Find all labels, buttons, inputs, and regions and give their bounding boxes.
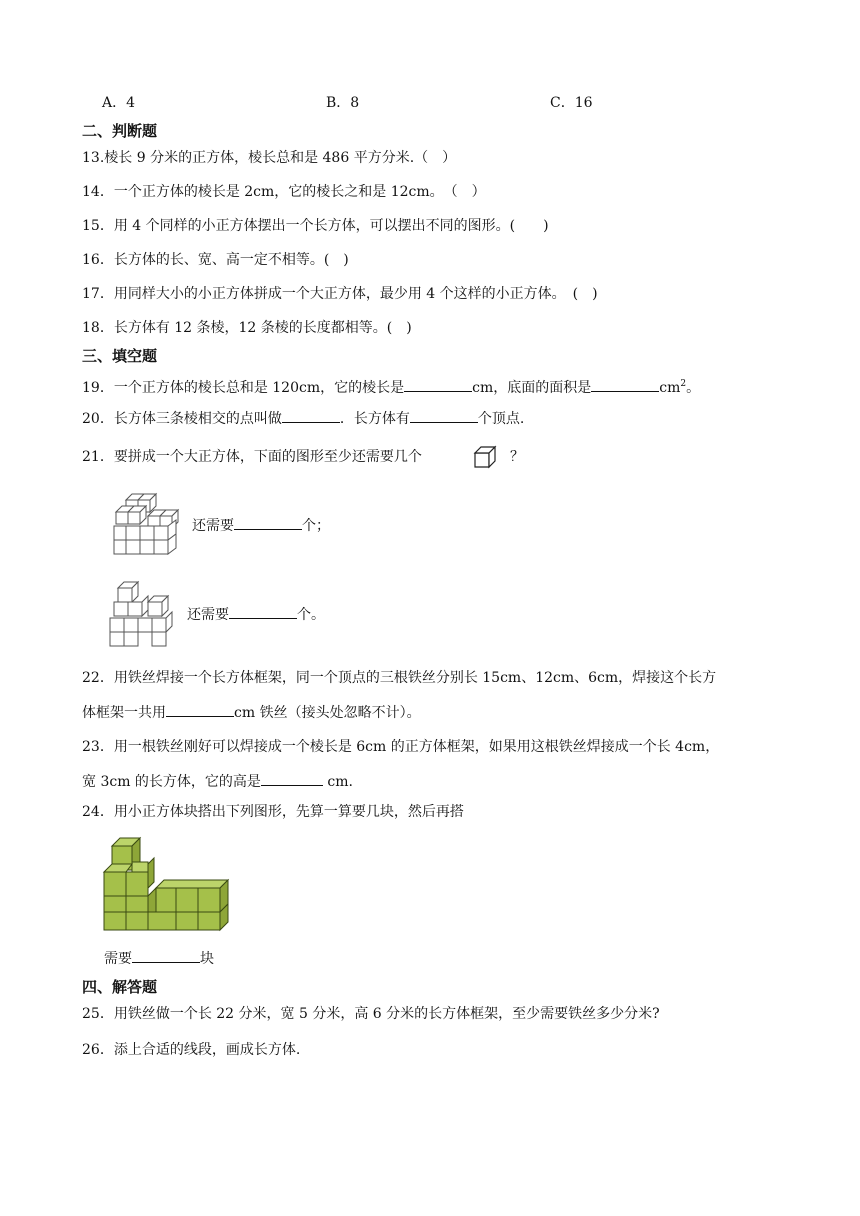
question-25: 25．用铁丝做一个长 22 分米，宽 5 分米，高 6 分米的长方体框架，至少需要铁丝多少分米? [82,1006,660,1022]
question-14: 14．一个正方体的棱长是 2cm，它的棱长之和是 12cm。 （ ） [82,184,486,200]
question-15: 15．用 4 个同样的小正方体摆出一个长方体，可以摆出不同的图形。( ) [82,218,549,234]
small-cube-icon [472,444,498,470]
q24-blank[interactable] [132,948,200,963]
q19-text-a: 19．一个正方体的棱长总和是 120cm，它的棱长是 [82,380,405,396]
q19-blank-1[interactable] [404,377,472,392]
question-21 [82,447,422,467]
q19-text-b: cm，底面的面积是 [472,380,592,396]
question-22-line-1: 22．用铁丝焊接一个长方体框架，同一个顶点的三根铁丝分别长 15cm、12cm、6cm，焊接这个长方 [82,670,717,686]
q22-blank[interactable] [166,702,234,717]
option-a: A．4 [102,95,136,111]
question-23-line-1: 23．用一根铁丝刚好可以焊接成一个棱长是 6cm 的正方体框架，如果用这根铁丝焊接成一个长 4cm， [82,739,720,755]
q24-answer [104,948,214,969]
q19-end: 。 [686,380,701,396]
q22-text-b: cm 铁丝（接头处忽略不计）。 [234,705,421,721]
option-c: C．16 [550,95,593,111]
option-b: B．8 [326,95,360,111]
cube-stack-figure-1 [110,490,190,558]
q21-fig2-text-a: 还需要 [187,607,229,623]
q21-fig1-text-a: 还需要 [192,518,234,534]
question-13: 13.棱长 9 分米的正方体，棱长总和是 486 平方分米.（ ） [82,150,457,166]
section-heading-fill: 三、填空题 [82,347,158,365]
question-24: 24．用小正方体块搭出下列图形，先算一算要几块，然后再搭 [82,804,464,820]
question-19 [82,374,700,398]
q21-fig1-blank[interactable] [234,515,302,530]
q21-question-mark: ？ [510,449,524,465]
green-cube-figure [100,832,232,938]
question-20 [82,408,524,429]
section-heading-answer: 四、解答题 [82,978,158,996]
question-23-line-2 [82,771,353,792]
q24-text-a: 需要 [104,951,132,967]
question-16: 16．长方体的长、宽、高一定不相等。( ) [82,252,349,268]
section-heading-judge: 二、判断题 [82,122,158,140]
q20-text-b: ．长方体有 [339,411,410,427]
question-17: 17．用同样大小的小正方体拼成一个大正方体，最少用 4 个这样的小正方体。 ( ) [82,286,598,302]
q23-text-b: cm. [322,774,353,790]
q20-blank-1[interactable] [282,408,340,423]
cube-stack-figure-2 [104,578,180,652]
question-26: 26．添上合适的线段，画成长方体. [82,1042,301,1058]
q21-fig1-text-b: 个； [302,518,330,534]
q23-blank[interactable] [261,771,323,786]
q19-superscript: 2 [680,379,687,389]
question-18: 18．长方体有 12 条棱，12 条棱的长度都相等。( ) [82,320,412,336]
q21-fig1-answer [192,515,330,536]
q21-fig2-answer [187,604,325,625]
q24-text-b: 块 [200,951,214,967]
q20-text-c: 个顶点. [477,411,525,427]
q20-blank-2[interactable] [410,408,478,423]
q22-text-a: 体框架一共用 [82,705,166,721]
q19-blank-2[interactable] [591,377,659,392]
q21-text-a: 21．要拼成一个大正方体，下面的图形至少还需要几个 [82,449,422,465]
question-22-line-2 [82,702,421,723]
q20-text-a: 20．长方体三条棱相交的点叫做 [82,411,282,427]
q21-fig2-text-b: 个。 [297,607,325,623]
q21-fig2-blank[interactable] [229,604,297,619]
q19-unit: cm [659,380,681,396]
q23-text-a: 宽 3cm 的长方体，它的高是 [82,774,261,790]
